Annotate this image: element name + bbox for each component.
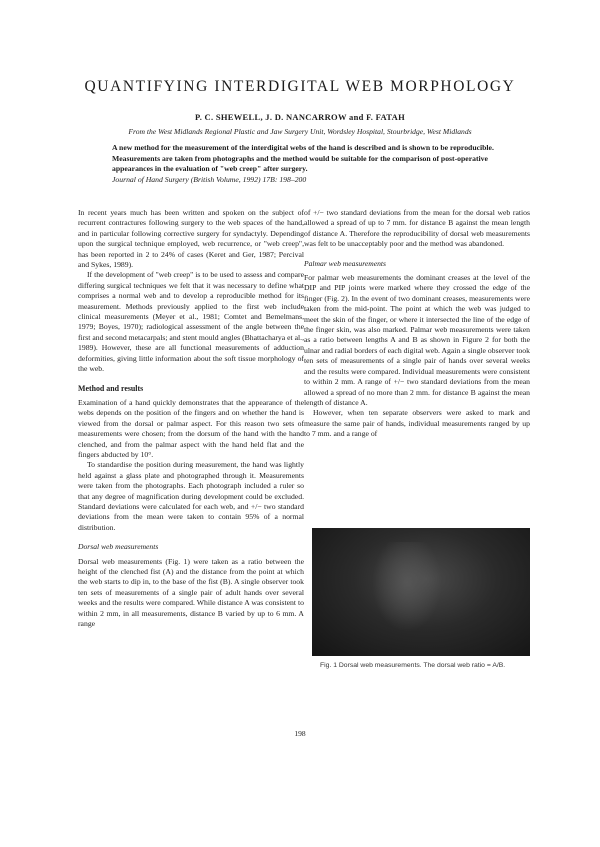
authors: P. C. SHEWELL, J. D. NANCARROW and F. FATAH (194, 112, 405, 122)
figure-photo-hand (312, 528, 530, 656)
right-column (304, 208, 530, 440)
left-column (78, 208, 304, 629)
paragraph: For palmar web measurements the dominant creases at the level of the DIP and PIP joints were marked where they crossed the edge of the finger (Fig. 2). In the event of two dominant creases, measurements were taken from the mid-point. The point at which the web was judged to meet the skin of the finger, or where it intersected the line of the edge of the finger skin, was also marked. Palmar web measurements were taken as a ratio between lengths A and B as shown in Figure 2 for both the ulnar and radial borders of each digital web. Again a single observer took ten sets of measurements of a single pair of hands over several weeks and the results were compared. Individual measurements were consistent to within 2 mm. A range of +/− two standard deviations from the mean allowed a spread of no more than 2 mm. for distance B against the mean length of distance A. (304, 273, 530, 407)
paragraph: Dorsal web measurements (Fig. 1) were taken as a ratio between the height of the clenched fist (A) and the distance from the point at which the web starts to dip in, to the base of the fist (B). A single observer took ten sets of measurements of a single pair of adult hands over several weeks and the results were compared. While distance A was consistent to within 2 mm, in all measurements, distance B varied by up to 6 mm. A range (78, 556, 304, 629)
paragraph: To standardise the position during measurement, the hand was lightly held against a glass plate and photographed through it. Measurements were taken from the photographs. Each photograph included a ruler so that any degree of magnification during development could be excluded. Standard deviations were calculated for each web, and +/− two standard deviations from the mean were taken to contain 95% of a normal distribution. (78, 460, 304, 532)
figure-caption: Fig. 1 Dorsal web measurements. The dorsal web ratio = A/B. (320, 662, 506, 669)
section-heading-method-results: Method and results (78, 383, 144, 393)
affiliation: From the West Midlands Regional Plastic and Jaw Surgery Unit, Wordsley Hospital, Stourbridge, West Midlands (128, 127, 472, 136)
journal-citation: Journal of Hand Surgery (British Volume, 1992) 17B: 198–200 (112, 175, 307, 184)
paragraph: However, when ten separate observers were asked to mark and measure the same pair of hands, individual measurements ranged by up to 7 mm. and a range of (304, 408, 530, 439)
paragraph: If the development of "web creep" is to be used to assess and compare differing surgical techniques we felt that it was necessary to define what comprises a normal web and to develop a reproducible method for its measurement. Methods previously applied to the first web include clinical measurements (Meyer et al., 1981; Comtet and Bemelmans, 1979; Boyes, 1970); radiological assessment of the angle between the first and second metacarpals; and stent mould angles (Bhattacharya et al., 1989). However, these are all functional measurements of adduction deformities, giving little information about the soft tissue morphology of the web. (78, 270, 304, 374)
page-number: 198 (294, 729, 306, 738)
paragraph: Examination of a hand quickly demonstrates that the appearance of the webs depends on the position of the fingers and on whether the hand is viewed from the dorsal or palmar aspect. For this reason two sets of measurements were chosen; from the dorsum of the hand with the hand clenched, and from the palmar aspect with the hand held flat and the fingers abducted by 10°. (78, 397, 304, 459)
paragraph: of +/− two standard deviations from the mean for the dorsal web ratios allowed a spread of up to 7 mm. for distance B against the mean length of distance A. Therefore the reproducibility of dorsal web measurements was felt to be unacceptably poor and the method was abandoned. (304, 208, 530, 249)
paper-title: QUANTIFYING INTERDIGITAL WEB MORPHOLOGY (84, 78, 516, 95)
subsection-heading-palmar: Palmar web measurements (304, 258, 386, 268)
subsection-heading-dorsal: Dorsal web measurements (78, 542, 159, 552)
abstract: A new method for the measurement of the interdigital webs of the hand is described and is shown to be reproducible. Measurements are taken from photographs and the method would be suitable for the comparison of post-operative appearances in the evaluation of "web creep" after surgery. (112, 143, 494, 174)
paragraph: In recent years much has been written and spoken on the subject of recurrent contractures following surgery to the web spaces of the hand, and in particular following corrective surgery for syndactyly. Depending upon the surgical technique employed, web recurrence, or "web creep", has been reported in 2 to 24% of cases (Keret and Ger, 1987; Percival and Sykes, 1989). (78, 208, 304, 270)
